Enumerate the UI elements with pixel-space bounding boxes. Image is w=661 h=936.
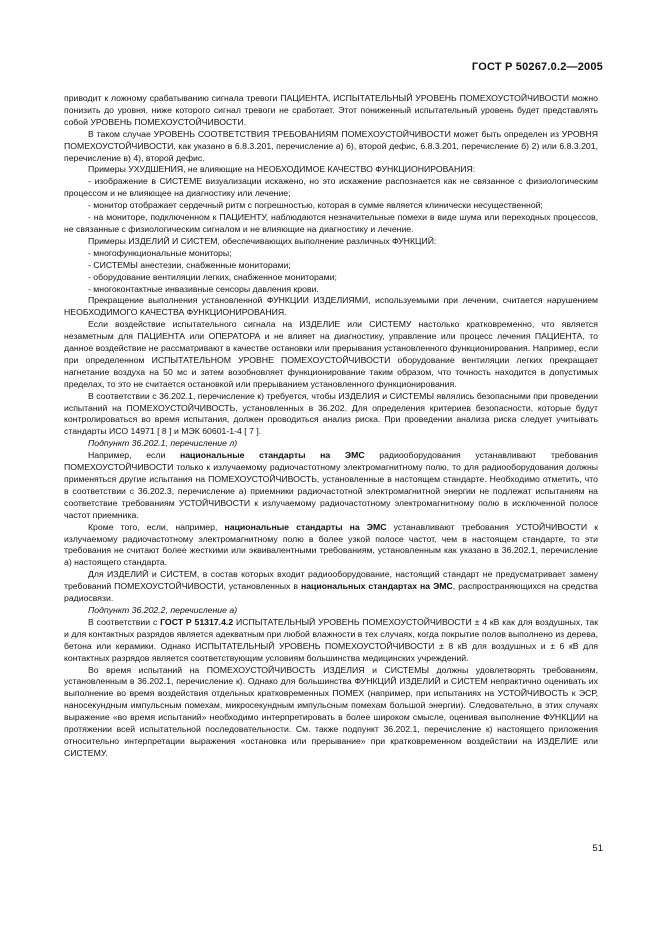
paragraph [64,522,598,570]
paragraph: Примеры ИЗДЕЛИЙ И СИСТЕМ, обеспечивающих выполнение различных ФУНКЦИЙ: [88,235,437,246]
list-item: - многоконтактные инвазивные сенсоры давления крови. [88,283,319,294]
paragraph-text: , распространяющихся на средства радиосвязи. [64,581,599,604]
bold-reference: ГОСТ Р 51317.4.2 [160,616,234,627]
bold-reference: национальных стандартах на ЭМС [300,581,453,592]
list-item: - многофункциональные мониторы; [88,247,232,258]
bold-reference: национальные стандарты на ЭМС [224,521,387,532]
paragraph: Во время испытаний на ПОМЕХОУСТОЙЧИВОСТЬ ИЗДЕЛИЯ и СИСТЕМЫ должны удовлетворять требованиям, установленным в 36.202.1, перечисление к). Однако для большинства ФУНКЦИЙ ИЗДЕЛИЙ и СИСТЕМ непрактично оценивать их выполнение во время воздействия отдельных кратковременных ПОМЕХ (например, при испытаниях на УСТОЙЧИВОСТЬ к ЭСР, наносекундным импульсным помехам, микросекундным импульсным помехам большой энергии). Следовательно, в этих случаях выражение «во время испытаний» необходимо интерпретировать в более широком смысле, оценивая выполнение ФУНКЦИИ на протяжении всей испытательной последовательности. См. также подпункт 36.202.1, перечисление к) настоящего приложения относительно интерпретации выражения «остановка или прерывание» при кратковременном воздействии на ИЗДЕЛИЕ или СИСТЕМУ. [64,664,598,758]
paragraph: В таком случае УРОВЕНЬ СООТВЕТСТВИЯ ТРЕБОВАНИЯМ ПОМЕХОУСТОЙЧИВОСТИ может быть определен из УРОВНЯ ПОМЕХОУСТОЙЧИВОСТИ, как указано в 6.8.3.201, перечисление а) 6), второй дефис, 6.8.3.201, перечисление б) 2) или 6.8.3.201, перечисление в) 4), второй дефис. [64,128,598,163]
paragraph: приводит к ложному срабатыванию сигнала тревоги ПАЦИЕНТА, ИСПЫТАТЕЛЬНЫЙ УРОВЕНЬ ПОМЕХОУСТОЙЧИВОСТИ можно понизить до уровня, ниже которого сигнал тревоги не сработает. Этот пониженный испытательный уровень будет представлять собой УРОВЕНЬ ПОМЕХОУСТОЙЧИВОСТИ. [64,93,598,127]
list-item: - СИСТЕМЫ анестезии, снабженные мониторами; [88,259,291,270]
paragraph-text: радиооборудования устанавливают требования ПОМЕХОУСТОЙЧИВОСТИ только к излучаемому радиочастотному электромагнитному полю, то для радиооборудования должны применяться другие испытания на ПОМЕХОУСТОЙЧИВОСТЬ, установленные в настоящем стандарте. Необходимо отметить, что в соответствии с 36.202.3, перечисление а) приемники радиочастотной электромагнитной энергии не подлежат испытаниям на соответствие требованиям УСТОЙЧИВОСТИ к излучаемому радиочастотному электромагнитному полю в исключенной полосе частот приемника. [64,450,598,520]
document-body [64,93,598,760]
page-number: 51 [592,843,603,854]
list-item: - на мониторе, подключенном к ПАЦИЕНТУ, наблюдаются незначительные помехи в виде шума или переходных процессов, не связанные с физиологическим сигналом и не влияющие на диагностику и лечение. [64,212,598,234]
subclause-heading: Подпункт 36.202.2, перечисление а) [88,604,238,615]
paragraph: Прекращение выполнения установленной ФУНКЦИИ ИЗДЕЛИЯМИ, используемыми при лечении, считается нарушением НЕОБХОДИМОГО КАЧЕСТВА ФУНКЦИОНИРОВАНИЯ. [64,295,598,318]
paragraph-text: ИСПЫТАТЕЛЬНЫЙ УРОВЕНЬ ПОМЕХОУСТОЙЧИВОСТИ ± 4 кВ как для воздушных, так и для контактных разрядов является адекватным при любой влажности в тех случаях, когда покрытие полов выполнено из дерева, бетона или керамики. Однако ИСПЫТАТЕЛЬНЫЙ УРОВЕНЬ ПОМЕХОУСТОЙЧИВОСТИ ± 8 кВ для воздушных и ± 6 кВ для контактных разрядов является соответствующим условиям большинства медицинских учреждений. [64,616,599,663]
paragraph-text: В соответствии с [88,616,161,627]
subclause-heading: Подпункт 36.202.1, перечисление л) [88,438,238,449]
paragraph: Примеры УХУДШЕНИЯ, не влияющие на НЕОБХОДИМОЕ КАЧЕСТВО ФУНКЦИОНИРОВАНИЯ: [88,164,476,175]
paragraph-text: Кроме того, если, например, [88,521,225,532]
paragraph [64,617,598,665]
paragraph-text: устанавливают требования УСТОЙЧИВОСТИ к излучаемому радиочастотному электромагнитному полю в более узкой полосе частот, чем в настоящем стандарте, то эти требования не считают более жесткими или эквивалентными требованиям, установленным как указано в 36.202.1, перечисление а) настоящего стандарта. [64,521,598,568]
paragraph [64,569,598,605]
list-item: - оборудование вентиляции легких, снабженное мониторами; [88,271,337,282]
paragraph-text: Для ИЗДЕЛИЙ и СИСТЕМ, в состав которых входит радиооборудование, настоящий стандарт не предусматривает замену требований ПОМЕХОУСТОЙЧИВОСТИ, установленных в [64,569,598,592]
paragraph-text: Например, если [88,450,180,461]
document-header: ГОСТ Р 50267.0.2—2005 [471,61,603,73]
paragraph [64,450,598,521]
list-item: - монитор отображает сердечный ритм с погрешностью, которая в сумме является клинически несущественной; [88,200,543,211]
bold-reference: национальные стандарты на ЭМС [179,450,365,461]
paragraph: Если воздействие испытательного сигнала на ИЗДЕЛИЕ или СИСТЕМУ настолько кратковременно, что является незаметным для ПАЦИЕНТА или ОПЕРАТОРА и не влияет на диагностику, управление или процесс лечения ПАЦИЕНТА, то данное воздействие не рассматривают в качестве остановки или прерывания установленного функционирования. Например, если при определенном ИСПЫТАТЕЛЬНОМ УРОВНЕ ПОМЕХОУСТОЙЧИВОСТИ оборудование вентиляции легких прекращает нагнетание воздуха на 50 мс и затем возобновляет функционирование таким образом, что точность находится в допустимых пределах, то это не считается остановкой или прерыванием установленного функционирования. [64,319,598,389]
paragraph: В соответствии с 36.202.1, перечисление к) требуется, чтобы ИЗДЕЛИЯ и СИСТЕМЫ являлись безопасными при проведении испытаний на ПОМЕХОУСТОЙЧИВОСТЬ, установленных в 36.202. Для определения критериев безопасности, которые будут контролироваться во время испытания, должен проводиться анализ риска. При проведении анализа риска следует учитывать стандарты ИСО 14971 [ 8 ] и МЭК 60601-1-4 [ 7 ]. [64,390,598,437]
list-item: - изображение в СИСТЕМЕ визуализации искажено, но это искажение распознается как не связанное с физиологическим процессом и не влияющее на диагностику или лечение; [64,176,598,199]
